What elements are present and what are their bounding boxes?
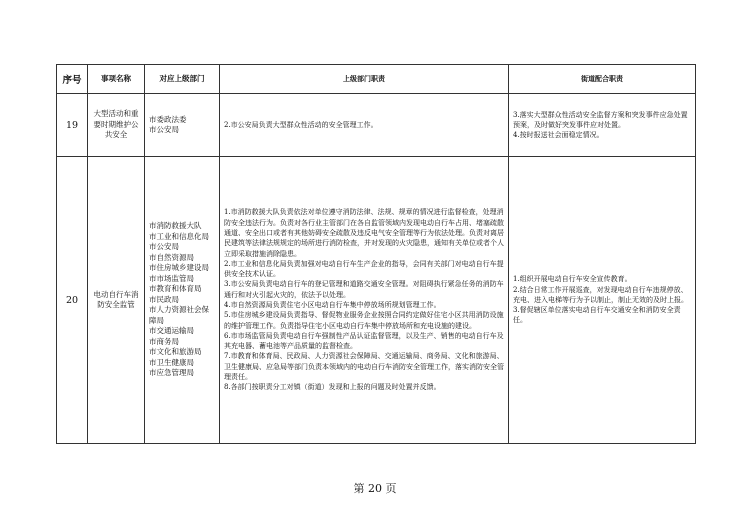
duty-paragraph: 2.结合日常工作开展巡查，对发现电动自行车违规停放、充电、进入电梯等行为予以制止，制止无效的及时上报。: [513, 285, 688, 304]
duty-paragraph: 5.市住房城乡建设局负责指导、督促物业服务企业按照合同约定做好住宅小区共用消防设施的维护管理工作。负责指导住宅小区电动自行车集中停放场所和充电设施的建设。: [224, 311, 504, 330]
header-no: 序号: [57, 65, 88, 94]
table-row: [57, 157, 696, 444]
dept-entry: 市住房城乡建设局: [149, 263, 209, 273]
superior-duties: [220, 157, 509, 444]
header-row: [57, 65, 696, 94]
dept-entry: 市文化和旅游局: [149, 347, 202, 357]
row-number: 19: [57, 94, 88, 157]
dept-entry: 市公安局: [149, 125, 179, 134]
page-number: 第 20 页: [353, 482, 397, 495]
dept-entry: 市自然资源局: [149, 252, 194, 262]
table-row: [57, 94, 696, 157]
dept-entry: 市教育和体育局: [149, 284, 202, 294]
duty-paragraph: 3.市公安局负责电动自行车的登记管理和道路交通安全管理。对阻碍执行紧急任务的消防车通行和对火引起火灾的，依法予以处理。: [224, 280, 504, 299]
row-number: 20: [57, 157, 88, 444]
responsibility-table: [56, 64, 696, 444]
dept-entry: 市民政局: [149, 294, 179, 304]
dept-entry: 市消防救援大队: [149, 221, 202, 231]
dept-entry: 市卫生健康局: [149, 357, 194, 367]
superior-duties: [220, 94, 509, 157]
header-superior: 上级部门职责: [220, 65, 509, 94]
header-dept: 对应上级部门: [145, 65, 220, 94]
duty-paragraph: 2.市公安局负责大型群众性活动的安全管理工作。: [224, 120, 378, 129]
dept-entry: 市应急管理局: [149, 368, 194, 378]
header-street: 街道配合职责: [509, 65, 696, 94]
duty-paragraph: 3.落实大型群众性活动安全监督方案和突发事件应急处置预案，及时做好突发事件应对处置。: [513, 110, 688, 129]
dept-list: [145, 157, 220, 444]
street-duties: [509, 157, 696, 444]
item-name: 大型活动和重要时期维护公共安全: [88, 94, 145, 157]
duty-paragraph: 4.市自然资源局负责住宅小区电动自行车集中停放场所规划管理工作。: [224, 301, 441, 309]
duty-paragraph: 8.各部门按职责分工对镇（街道）发现和上报的问题及时处置并反馈。: [224, 383, 441, 392]
dept-list: [145, 94, 220, 157]
duty-paragraph: 4.按时报送社会面稳定情况。: [513, 131, 604, 140]
duty-paragraph: 2.市工业和信息化局负责加强对电动自行车生产企业的指导，会同有关部门对电动自行车提供安全技术认证。: [224, 259, 504, 279]
item-name: 电动自行车消防安全监管: [88, 157, 145, 444]
duty-paragraph: 7.市教育和体育局、民政局、人力资源社会保障局、交通运输局、商务局、文化和旅游局、卫生健康局、应急局等部门负责本领域内的电动自行车消防安全管理工作，落实消防安全管理责任。: [224, 352, 504, 382]
dept-entry: 市委政法委: [149, 114, 187, 124]
street-duties: [509, 94, 696, 157]
duty-paragraph: 1.组织开展电动自行车安全宣传教育。: [513, 275, 632, 284]
header-name: 事项名称: [88, 65, 145, 94]
dept-entry: 市商务局: [149, 336, 179, 346]
dept-entry: 市人力资源社会保障局: [149, 305, 209, 325]
dept-entry: 市工业和信息化局: [149, 231, 209, 241]
duty-paragraph: 1.市消防救援大队负责依法对单位遵守消防法律、法规、规章的情况进行监督检查，处理消防安全违法行为。负责对各行业主管部门在各自监管领域内发现电动自行车占用、堵塞疏散通道、安全出口或者有其他妨碍安全疏散及违反电气安全管理等行为依法处理。负责对离居民建筑等法律法规规定的场所进行消防检查，并对发现的火灾隐患，通知有关单位或者个人立即采取措施消除隐患。: [224, 208, 504, 258]
duty-paragraph: 3.督促辖区单位落实电动自行车交通安全和消防安全责任。: [513, 306, 681, 325]
duty-paragraph: 6.市市场监管局负责电动自行车强制性产品认证监督管理，以及生产、销售的电动自行车及其充电器、蓄电池等产品质量的监督检查。: [224, 331, 504, 351]
dept-entry: 市市场监管局: [149, 273, 194, 283]
dept-entry: 市公安局: [149, 242, 179, 252]
dept-entry: 市交通运输局: [149, 326, 194, 336]
